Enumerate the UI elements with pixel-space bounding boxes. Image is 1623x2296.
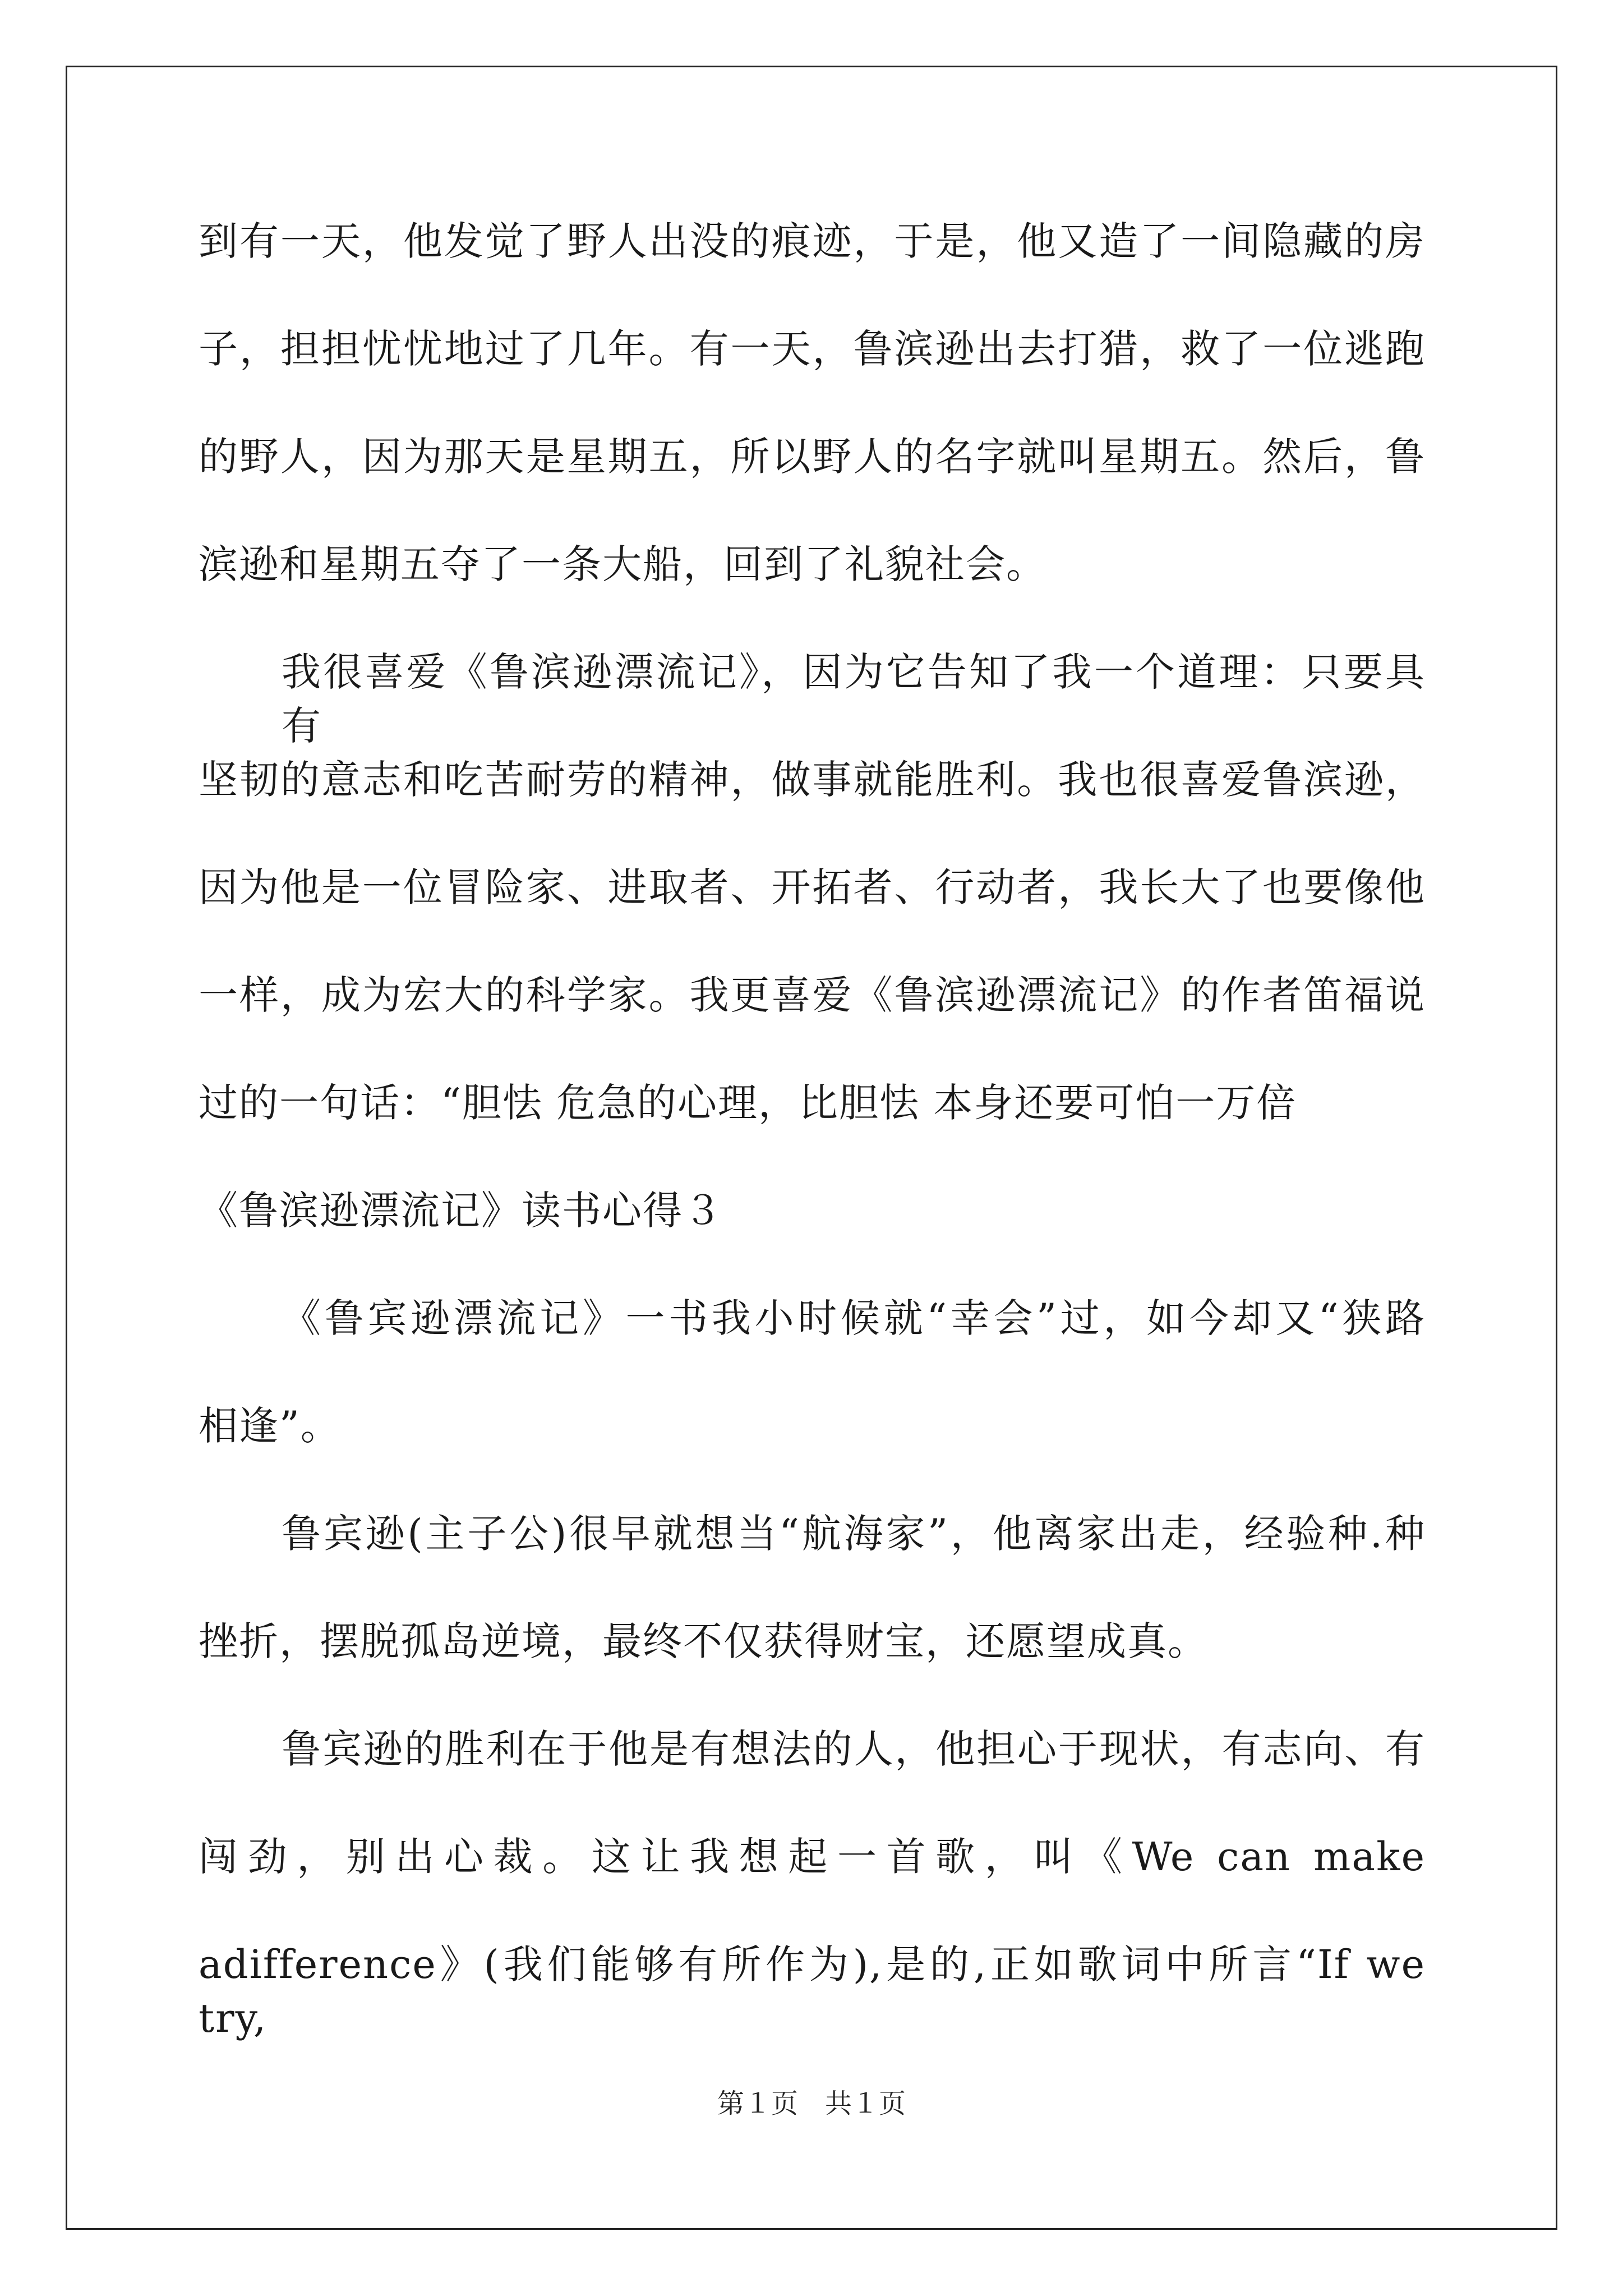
document-body bbox=[199, 214, 1426, 2045]
paragraph-first-line: 《鲁宾逊漂流记》一书我小时候就“幸会”过，如今却又“狭路 bbox=[282, 1295, 1426, 1341]
body-line: 挫折，摆脱孤岛逆境，最终不仅获得财宝，还愿望成真。 bbox=[199, 1618, 1208, 1664]
body-line: 的野人，因为那天是星期五，所以野人的名字就叫星期五。然后，鲁 bbox=[199, 434, 1426, 480]
paragraph-first-line: 鲁宾逊(主子公)很早就想当“航海家”，他离家出走，经验种.种 bbox=[282, 1511, 1426, 1557]
page-footer: 第１页 共１页 bbox=[717, 2088, 906, 2119]
paragraph-first-line: 鲁宾逊的胜利在于他是有想法的人，他担心于现状，有志向、有 bbox=[282, 1726, 1426, 1772]
body-line: adifference》(我们能够有所作为),是的,正如歌词中所言“If we try, bbox=[199, 1941, 1426, 2041]
body-line: 过的一句话：“胆怯 危急的心理，比胆怯 本身还要可怕一万倍 bbox=[199, 1080, 1297, 1126]
body-line: 因为他是一位冒险家、进取者、开拓者、行动者，我长大了也要像他 bbox=[199, 864, 1426, 910]
body-line: 闯劲，别出心裁。这让我想起一首歌，叫《We can make bbox=[199, 1834, 1426, 1880]
body-line: 到有一天，他发觉了野人出没的痕迹，于是，他又造了一间隐藏的房 bbox=[199, 218, 1426, 264]
body-line: 滨逊和星期五夺了一条大船，回到了礼貌社会。 bbox=[199, 541, 1046, 587]
body-line: 相逢”。 bbox=[199, 1403, 341, 1449]
body-line: 坚韧的意志和吃苦耐劳的精神，做事就能胜利。我也很喜爱鲁滨逊， bbox=[199, 757, 1426, 803]
paragraph-first-line: 我很喜爱《鲁滨逊漂流记》，因为它告知了我一个道理：只要具有 bbox=[282, 649, 1426, 749]
section-heading: 《鲁滨逊漂流记》读书心得３ bbox=[199, 1188, 723, 1234]
body-line: 子，担担忧忧地过了几年。有一天，鲁滨逊出去打猎，救了一位逃跑 bbox=[199, 326, 1426, 372]
body-line: 一样，成为宏大的科学家。我更喜爱《鲁滨逊漂流记》的作者笛福说 bbox=[199, 972, 1426, 1018]
